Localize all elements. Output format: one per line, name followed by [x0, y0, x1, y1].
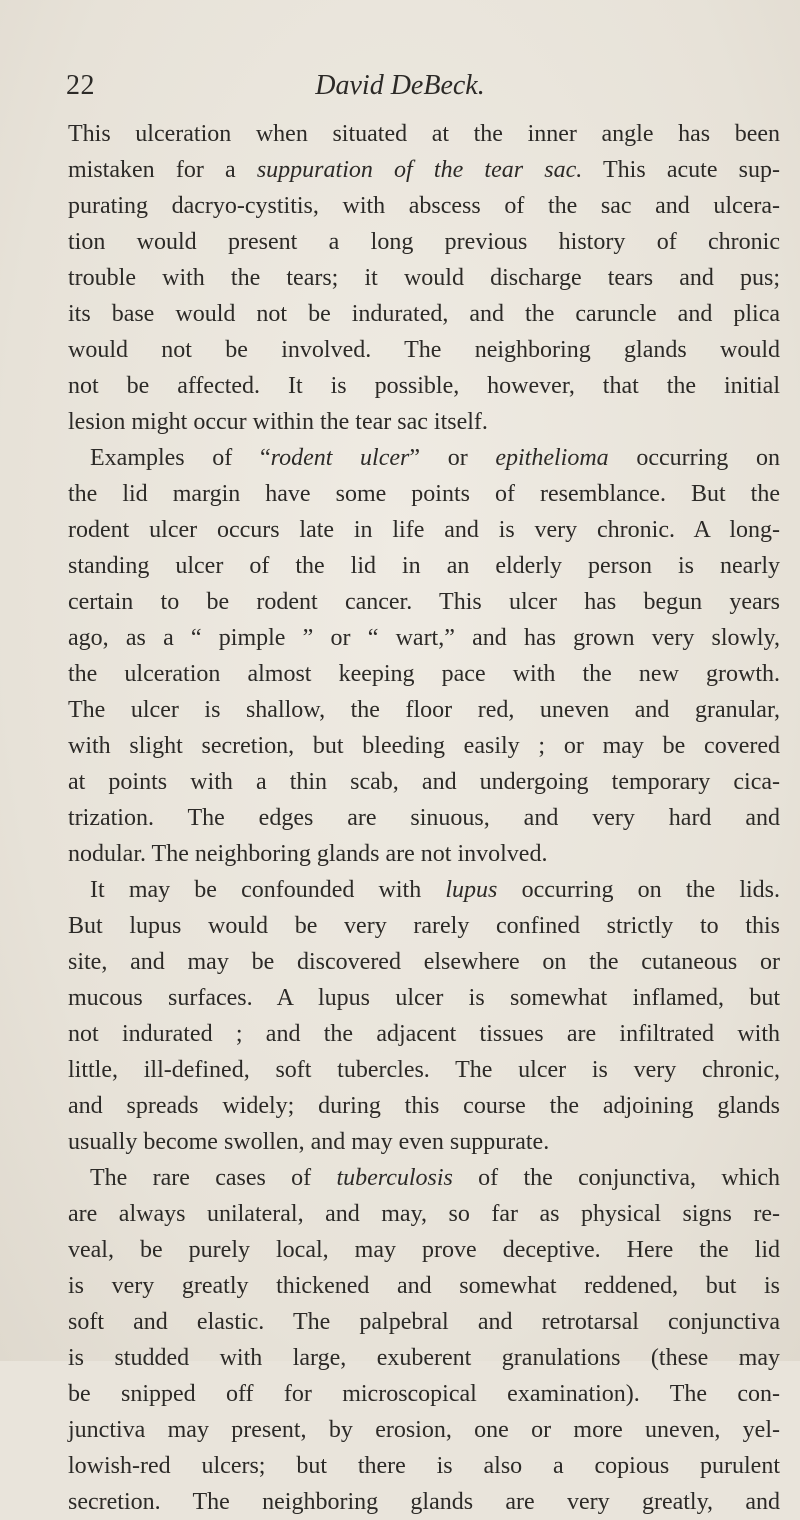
text-line — [68, 116, 780, 152]
text-segment: It may be confounded with — [90, 877, 446, 903]
text-line — [68, 1016, 780, 1052]
text-segment: and spreads widely; during this course the adjoining glands — [68, 1093, 780, 1119]
text-line — [68, 908, 780, 944]
text-line — [68, 692, 780, 728]
text-line — [68, 404, 780, 440]
text-line — [68, 620, 780, 656]
text-segment: little, ill-defined, soft tubercles. The ulcer is very chronic, — [68, 1057, 780, 1083]
text-segment: are always unilateral, and may, so far as physical signs re- — [68, 1201, 780, 1227]
text-line — [68, 1340, 780, 1376]
text-segment: at points with a thin scab, and undergoing temporary cica- — [68, 769, 780, 795]
text-segment: rodent ulcer occurs late in life and is very chronic. A long- — [68, 517, 780, 543]
text-segment: would not be involved. The neighboring glands would — [68, 337, 780, 363]
text-line — [68, 836, 780, 872]
text-line — [68, 944, 780, 980]
text-line — [68, 332, 780, 368]
text-segment: purating dacryo-cystitis, with abscess of the sac and ulcera- — [68, 193, 780, 219]
text-segment: mistaken for a — [68, 157, 257, 183]
text-segment: lowish-red ulcers; but there is also a copious purulent — [68, 1453, 780, 1479]
text-segment: lesion might occur within the tear sac itself. — [68, 409, 488, 435]
text-segment: soft and elastic. The palpebral and retrotarsal conjunctiva — [68, 1309, 780, 1335]
text-segment: not be affected. It is possible, however, that the initial — [68, 373, 780, 399]
text-line — [68, 296, 780, 332]
text-segment: The ulcer is shallow, the floor red, uneven and granular, — [68, 697, 780, 723]
text-segment: usually become swollen, and may even suppurate. — [68, 1129, 550, 1155]
text-segment: is very greatly thickened and somewhat reddened, but is — [68, 1273, 780, 1299]
text-line — [68, 1376, 780, 1412]
text-line — [68, 512, 780, 548]
text-segment: tion would present a long previous history of chronic — [68, 229, 780, 255]
text-line — [68, 440, 780, 476]
text-segment: mucous surfaces. A lupus ulcer is somewhat inflamed, but — [68, 985, 780, 1011]
text-line — [68, 224, 780, 260]
text-segment: is studded with large, exuberent granulations (these may — [68, 1345, 780, 1371]
text-segment: its base would not be indurated, and the caruncle and plica — [68, 301, 780, 327]
text-segment: the lid margin have some points of resemblance. But the — [68, 481, 780, 507]
text-line — [68, 728, 780, 764]
text-line — [68, 1232, 780, 1268]
text-segment: trization. The edges are sinuous, and very hard and — [68, 805, 780, 831]
text-line — [68, 1448, 780, 1484]
text-segment: certain to be rodent cancer. This ulcer has begun years — [68, 589, 780, 615]
page-header — [0, 62, 800, 106]
body-text — [68, 116, 780, 1520]
text-line — [68, 476, 780, 512]
text-segment: secretion. The neighboring glands are very greatly, and — [68, 1489, 780, 1515]
text-line — [68, 1088, 780, 1124]
text-line — [68, 764, 780, 800]
text-line — [68, 1160, 780, 1196]
text-line — [68, 1196, 780, 1232]
text-segment: standing ulcer of the lid in an elderly person is nearly — [68, 553, 780, 579]
text-segment: trouble with the tears; it would discharge tears and pus; — [68, 265, 780, 291]
text-line — [68, 980, 780, 1016]
text-segment: junctiva may present, by erosion, one or more uneven, yel- — [68, 1417, 780, 1443]
text-segment: ago, as a “ pimple ” or “ wart,” and has grown very slowly, — [68, 625, 780, 651]
text-line — [68, 656, 780, 692]
text-segment: veal, be purely local, may prove deceptive. Here the lid — [68, 1237, 780, 1263]
text-segment: This acute sup- — [582, 157, 780, 183]
text-segment: ” or — [409, 445, 496, 471]
text-segment: occurring on — [608, 445, 780, 471]
text-line — [68, 152, 780, 188]
text-segment: be snipped off for microscopical examination). The con- — [68, 1381, 780, 1407]
text-line — [68, 1124, 780, 1160]
running-head: David DeBeck. — [315, 70, 485, 101]
text-line — [68, 1412, 780, 1448]
text-line — [68, 1484, 780, 1520]
text-line — [68, 260, 780, 296]
text-segment: the ulceration almost keeping pace with the new growth. — [68, 661, 780, 687]
text-segment: of the conjunctiva, which — [452, 1165, 780, 1191]
text-segment: This ulceration when situated at the inner angle has been — [68, 121, 780, 147]
text-segment: epithelioma — [495, 445, 609, 471]
text-segment: Examples of “ — [90, 445, 271, 471]
text-segment: with slight secretion, but bleeding easily ; or may be covered — [68, 733, 780, 759]
text-line — [68, 872, 780, 908]
page-number: 22 — [66, 70, 95, 101]
text-segment: rodent ulcer — [270, 445, 410, 471]
text-line — [68, 1304, 780, 1340]
text-segment: not indurated ; and the adjacent tissues are infiltrated with — [68, 1021, 780, 1047]
text-line — [68, 1052, 780, 1088]
text-segment: But lupus would be very rarely confined strictly to this — [68, 913, 780, 939]
text-segment: lupus — [445, 877, 498, 903]
text-line — [68, 800, 780, 836]
text-segment: nodular. The neighboring glands are not involved. — [68, 841, 548, 867]
text-segment: site, and may be discovered elsewhere on the cutaneous or — [68, 949, 780, 975]
text-line — [68, 548, 780, 584]
text-line — [68, 1268, 780, 1304]
text-segment: suppuration of the tear sac. — [256, 157, 583, 183]
text-line — [68, 368, 780, 404]
text-segment: occurring on the lids. — [497, 877, 780, 903]
text-line — [68, 188, 780, 224]
text-line — [68, 584, 780, 620]
text-segment: tuberculosis — [336, 1165, 453, 1191]
text-segment: The rare cases of — [90, 1165, 337, 1191]
